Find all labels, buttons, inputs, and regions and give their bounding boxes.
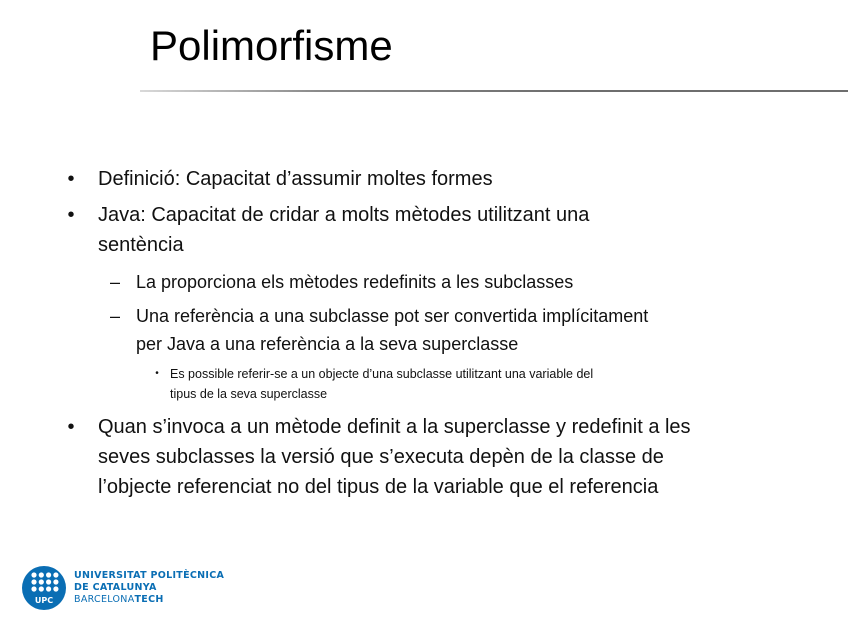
sub-sub-bullet-item-es-possible (155, 364, 594, 404)
logo-line-3-bold: TECH (134, 594, 164, 605)
sub-sub-bullet-text: tipus de la seva superclasse (170, 387, 328, 401)
bullet-text: Java: Capacitat de cridar a molts mètodes utilitzant una (98, 204, 590, 226)
logo-line-2: DE CATALUNYA (74, 582, 157, 593)
bullet-text: Quan s’invoca a un mètode definit a la superclasse y redefinit a les (98, 416, 691, 438)
dash-marker: – (109, 272, 120, 292)
slide-title: Polimorfisme (150, 22, 393, 69)
dash-marker: – (109, 306, 120, 326)
bullet-text: Definició: Capacitat d’assumir moltes formes (98, 168, 493, 190)
bullet-marker: • (67, 416, 75, 438)
upc-logo-icon (22, 566, 66, 610)
logo-line-1: UNIVERSITAT POLITÈCNICA (74, 570, 225, 581)
bullet-item-java (67, 200, 590, 260)
logo-line-3 (74, 594, 224, 606)
bullet-marker: • (67, 168, 75, 190)
upc-logo-mark-text: UPC (34, 596, 54, 605)
upc-logo-wordmark (74, 570, 224, 606)
sub-sub-bullet-text: Es possible referir-se a un objecte d’una subclasse utilitzant una variable del (170, 367, 594, 381)
logo-line-3-thin: BARCELONA (74, 594, 135, 605)
bullet-marker: • (155, 368, 159, 379)
bullet-text: sentència (98, 234, 184, 256)
sub-bullet-text: Una referència a una subclasse pot ser convertida implícitament (136, 306, 649, 326)
bullet-marker: • (67, 204, 75, 226)
sub-bullet-item-proporciona (109, 268, 574, 296)
bullet-item-definicio (67, 164, 493, 194)
sub-bullet-text: La proporciona els mètodes redefinits a les subclasses (136, 272, 574, 292)
upc-logo (22, 566, 282, 612)
sub-bullet-item-referencia (109, 302, 649, 358)
bullet-item-quan (67, 412, 691, 502)
bullet-text: l’objecte referenciat no del tipus de la variable que el referencia (98, 476, 659, 498)
title-divider (140, 90, 848, 92)
bullet-text: seves subclasses la versió que s’executa depèn de la classe de (98, 446, 664, 468)
sub-bullet-text: per Java a una referència a la seva superclasse (136, 334, 519, 354)
